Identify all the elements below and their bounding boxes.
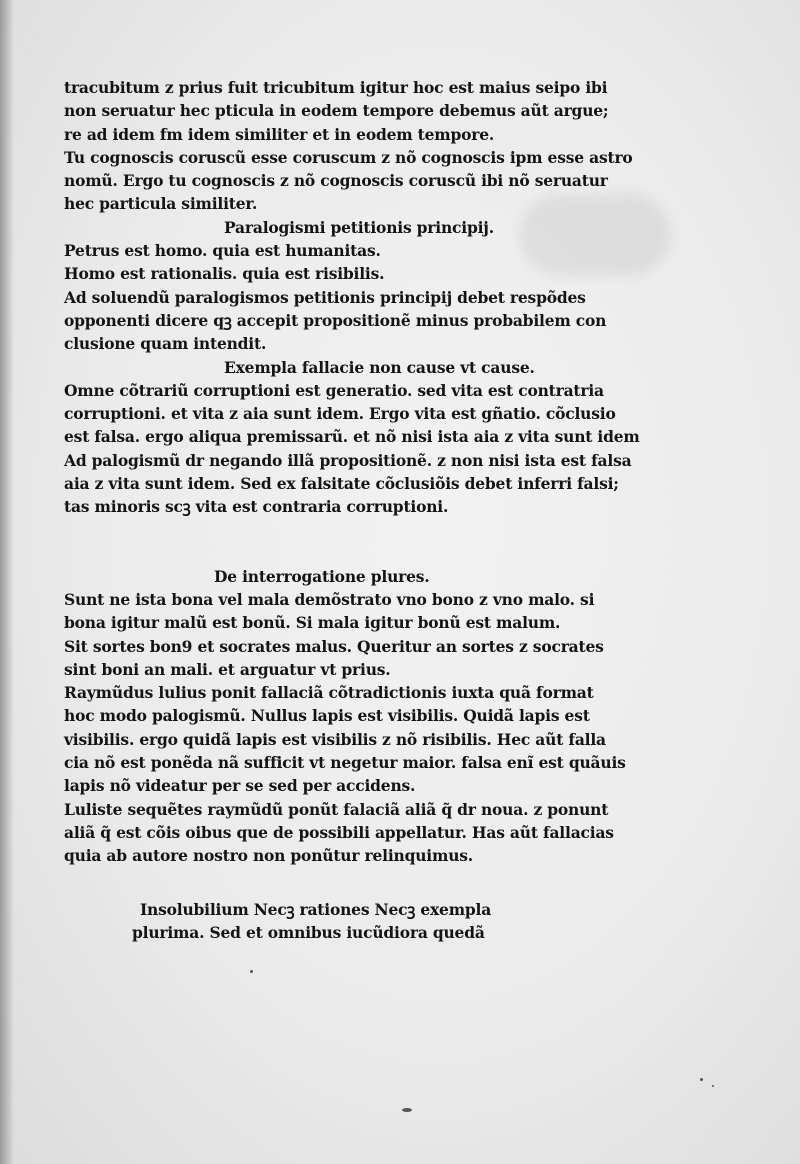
text-line: Sit sortes bon9 et socrates malus. Queritur an sortes z socrates bbox=[64, 636, 604, 656]
text-line: opponenti dicere qꝫ accepit propositionẽ minus probabilem con bbox=[64, 310, 607, 330]
text-line: est falsa. ergo aliqua premissarũ. et nõ nisi ista aia z vita sunt idem bbox=[64, 427, 640, 447]
text-line: Ad palogismũ dr negando illã propositionẽ. z non nisi ista est falsa bbox=[64, 450, 632, 470]
text-line: re ad idem fm idem similiter et in eodem tempore. bbox=[64, 124, 495, 144]
closing-line: plurima. Sed et omnibus iucũdiora quedã bbox=[132, 922, 485, 942]
closing-line: Insolubilium Necꝫ rationes Necꝫ exempla bbox=[140, 899, 492, 919]
text-line: visibilis. ergo quidã lapis est visibilis z nõ risibilis. Hec aũt falla bbox=[64, 729, 606, 749]
text-line: corruptioni. et vita z aia sunt idem. Ergo vita est gñatio. cõclusio bbox=[64, 404, 616, 424]
text-line: nomũ. Ergo tu cognoscis z nõ cognoscis coruscũ ibi nõ seruatur bbox=[64, 171, 608, 191]
text-line: quia ab autore nostro non ponũtur relinquimus. bbox=[64, 846, 473, 866]
printed-text-block bbox=[64, 76, 684, 944]
text-line: clusione quam intendit. bbox=[64, 334, 267, 354]
paper-speck bbox=[402, 1108, 412, 1112]
text-line: Omne cõtrariũ corruptioni est generatio. sed vita est contratria bbox=[64, 380, 604, 400]
text-line: Luliste sequẽtes raymũdũ ponũt falaciã aliã q̃ dr noua. z ponunt bbox=[64, 799, 609, 819]
text-line: hec particula similiter. bbox=[64, 194, 258, 214]
text-line: Tu cognoscis coruscũ esse coruscum z nõ cognoscis ipm esse astro bbox=[64, 147, 633, 167]
text-line: non seruatur hec pticula in eodem tempore debemus aũt argue; bbox=[64, 101, 609, 121]
text-line: bona igitur malũ est bonũ. Si mala igitur bonũ est malum. bbox=[64, 613, 561, 633]
text-line: aia z vita sunt idem. Sed ex falsitate cõclusiõis debet inferri falsi; bbox=[64, 474, 619, 494]
text-line: Raymũdus lulius ponit fallaciã cõtradictionis iuxta quã format bbox=[64, 683, 594, 703]
section-heading: Exempla fallacie non cause vt cause. bbox=[224, 357, 535, 377]
section-heading: Paralogismi petitionis principij. bbox=[224, 217, 494, 237]
text-line: cia nõ est ponẽda nã sufficit vt negetur maior. falsa enĩ est quãuis bbox=[64, 753, 626, 773]
text-line: Homo est rationalis. quia est risibilis. bbox=[64, 264, 385, 284]
paper-speck bbox=[700, 1078, 703, 1081]
section-heading: De interrogatione plures. bbox=[214, 566, 430, 586]
text-line: tracubitum z prius fuit tricubitum igitur hoc est maius seipo ibi bbox=[64, 78, 608, 97]
paper-speck bbox=[712, 1085, 714, 1087]
text-line: tas minoris scꝫ vita est contraria corruptioni. bbox=[64, 497, 449, 517]
binding-shadow bbox=[0, 0, 14, 1164]
text-line: Sunt ne ista bona vel mala demõstrato vno bono z vno malo. si bbox=[64, 589, 595, 609]
text-line: Petrus est homo. quia est humanitas. bbox=[64, 241, 381, 261]
text-line: aliã q̃ est cõis oibus que de possibili appellatur. Has aũt fallacias bbox=[64, 822, 614, 842]
text-line: sint boni an mali. et arguatur vt prius. bbox=[64, 659, 391, 679]
text-line: Ad soluendũ paralogismos petitionis principij debet respõdes bbox=[64, 287, 586, 307]
text-line: hoc modo palogismũ. Nullus lapis est visibilis. Quidã lapis est bbox=[64, 706, 590, 726]
text-line: lapis nõ videatur per se sed per accidens. bbox=[64, 776, 416, 796]
paper-speck bbox=[250, 970, 253, 973]
